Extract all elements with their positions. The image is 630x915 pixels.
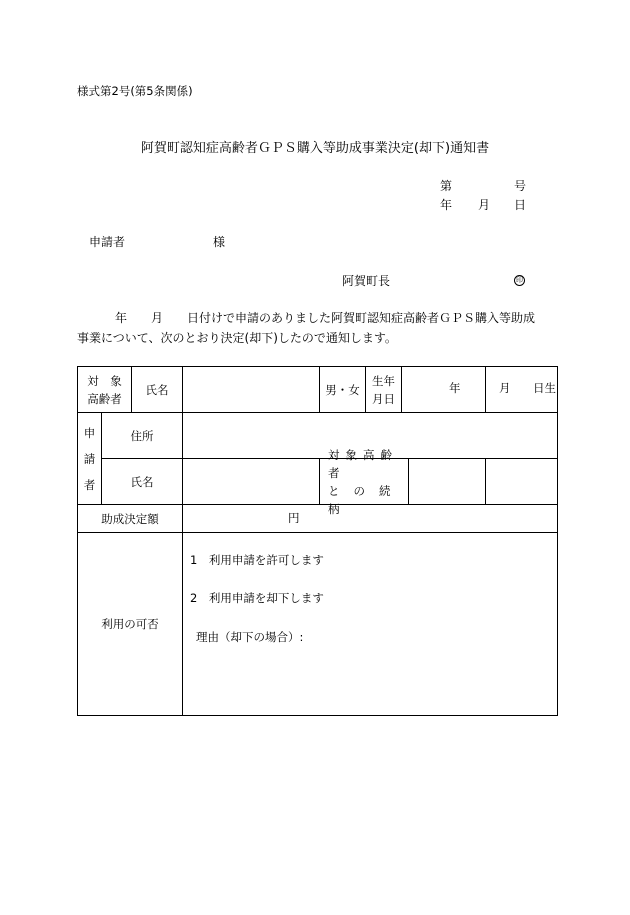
birth-day: 日生 bbox=[533, 381, 556, 395]
seal-icon: 印 bbox=[516, 276, 523, 284]
document-title: 阿賀町認知症高齢者ＧＰＳ購入等助成事業決定(却下)通知書 bbox=[140, 141, 490, 156]
document-number-suffix: 号 bbox=[514, 179, 527, 193]
gender-birth-cell bbox=[320, 367, 486, 413]
reason-label: 理由（却下の場合）: bbox=[196, 630, 304, 644]
relation-cell bbox=[320, 447, 486, 516]
date-day: 日 bbox=[514, 198, 527, 212]
applicant-name-value[interactable] bbox=[183, 459, 320, 505]
approval-label: 利用の可否 bbox=[78, 533, 183, 716]
amount-label: 助成決定額 bbox=[78, 505, 183, 533]
table-row-approval bbox=[78, 533, 558, 716]
gender-options[interactable]: 男・女 bbox=[325, 382, 360, 397]
applicant-label: 申請者 bbox=[89, 235, 126, 249]
document-number-prefix: 第 bbox=[440, 179, 453, 193]
table-row-applicant-name bbox=[78, 459, 558, 505]
form-number: 様式第2号(第5条関係) bbox=[77, 84, 193, 98]
amount-unit: 円 bbox=[288, 511, 300, 525]
birth-month: 月 bbox=[499, 381, 511, 395]
date-year: 年 bbox=[440, 198, 453, 212]
birth-year: 年 bbox=[449, 381, 461, 395]
option-approve[interactable]: 1 利用申請を許可します bbox=[190, 553, 324, 567]
option-reject[interactable]: 2 利用申請を却下します bbox=[190, 591, 324, 605]
birth-month-day-cell[interactable] bbox=[486, 367, 558, 413]
relation-value[interactable] bbox=[486, 459, 558, 505]
table-row-applicant-address bbox=[78, 413, 558, 459]
body-line-2: 事業について、次のとおり決定(却下)したので通知します。 bbox=[77, 331, 397, 345]
address-label: 住所 bbox=[102, 413, 183, 459]
honorific: 様 bbox=[213, 235, 226, 249]
target-name-cell bbox=[78, 367, 183, 413]
amount-value[interactable] bbox=[183, 505, 558, 533]
notice-table bbox=[77, 366, 558, 716]
applicant-name-label: 氏名 bbox=[102, 459, 183, 505]
date-month: 月 bbox=[478, 198, 491, 212]
birth-date-field[interactable] bbox=[402, 367, 485, 412]
relation-label-top: 対象高齢者 bbox=[328, 447, 398, 480]
relation-label-bottom: との続柄 bbox=[328, 483, 405, 516]
target-label-top: 対 象 bbox=[87, 373, 122, 388]
table-row-amount bbox=[78, 505, 558, 533]
issuer-name: 阿賀町長 bbox=[342, 274, 391, 288]
relation-value-left[interactable] bbox=[409, 459, 485, 504]
birth-label-bottom: 月日 bbox=[372, 391, 395, 406]
table-row-target-elderly bbox=[78, 367, 558, 413]
target-name-label: 氏名 bbox=[145, 382, 169, 397]
body-paragraph bbox=[77, 308, 557, 348]
target-label-bottom: 高齢者 bbox=[87, 391, 122, 406]
body-line-1: 年 月 日付けで申請のありました阿賀町認知症高齢者ＧＰＳ購入等助成 bbox=[115, 311, 536, 325]
applicant-vertical-label: 申 請 者 bbox=[78, 413, 102, 505]
birth-label-top: 生年 bbox=[372, 373, 395, 388]
target-name-value[interactable] bbox=[183, 367, 320, 413]
approval-options bbox=[183, 533, 558, 716]
